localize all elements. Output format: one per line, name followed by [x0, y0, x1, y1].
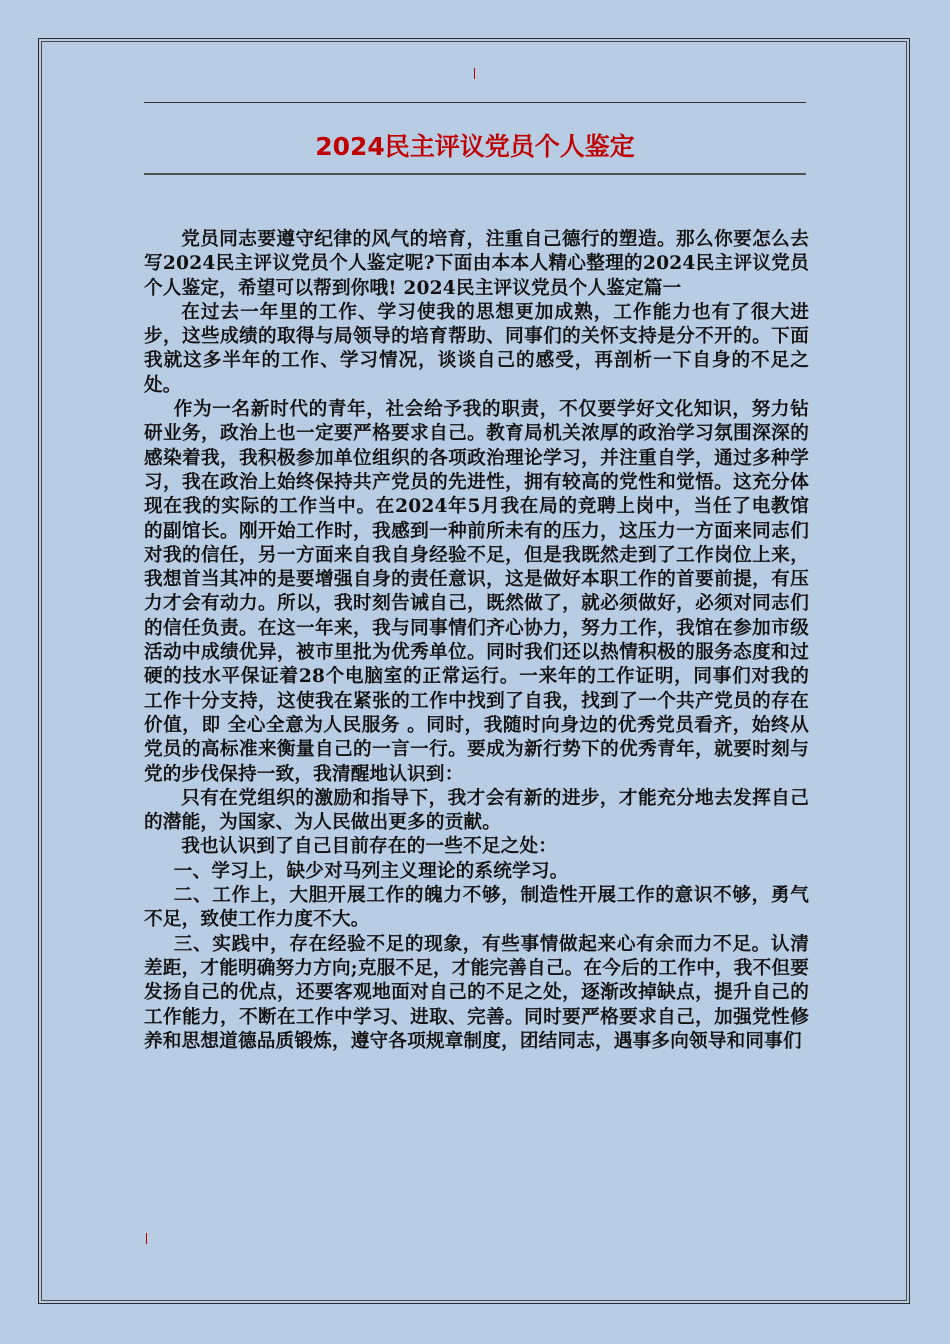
- paragraph-2: 作为一名新时代的青年，社会给予我的职责，不仅要学好文化知识，努力钻研业务，政治上也一定要严格要求自己。教育局机关浓厚的政治学习氛围深深的感染着我，我积极参加单位组织的各项政治理论学习，并注重自学，通过多种学习，我在政治上始终保持共产党员的先进性，拥有较高的党性和觉悟。这充分体现在我的实际的工作当中。在2024年5月我在局的竞聘上岗中，当任了电教馆的副馆长。刚开始工作时，我感到一种前所未有的压力，这压力一方面来同志们对我的信任，另一方面来自我自身经验不足，但是我既然走到了工作岗位上来，我想首当其冲的是要增强自身的责任意识，这是做好本职工作的首要前提，有压力才会有动力。所以，我时刻告诫自己，既然做了，就必须做好，必须对同志们的信任负责。在这一年来，我与同事情们齐心协力，努力工作，我馆在参加市级活动中成绩优异，被市里批为优秀单位。同时我们还以热情积极的服务态度和过硬的技水平保证着28个电脑室的正常运行。一来年的工作证明，同事们对我的工作十分支持，这使我在紧张的工作中找到了自我，找到了一个共产党员的存在价值，即 全心全意为人民服务 。同时，我随时向身边的优秀党员看齐，始终从党员的高标准来衡量自己的一言一行。要成为新行势下的优秀青年，就要时刻与党的步伐保持一致，我清醒地认识到：: [144, 399, 809, 785]
- paragraph-intro: 党员同志要遵守纪律的风气的培育，注重自己德行的塑造。那么你要怎么去写2024民主评议党员个人鉴定呢?下面由本本人精心整理的2024民主评议党员个人鉴定，希望可以帮到你哦! 2024民主评议党员个人鉴定篇一: [144, 229, 809, 299]
- header-mark: [474, 68, 475, 79]
- list-item-2: 二、工作上，大胆开展工作的魄力不够，制造性开展工作的意识不够，勇气不足，致使工作力度不大。: [144, 885, 809, 931]
- footer-mark: [146, 1233, 147, 1244]
- paragraph-1: 在过去一年里的工作、学习使我的思想更加成熟，工作能力也有了很大进步，这些成绩的取得与局领导的培育帮助、同事们的关怀支持是分不开的。下面我就这多半年的工作、学习情况，谈谈自己的感受，再剖析一下自身的不足之处。: [144, 301, 809, 396]
- document-body: [144, 228, 809, 1054]
- header-rule: [144, 102, 806, 103]
- document-title: 2024民主评议党员个人鉴定: [315, 132, 635, 161]
- paragraph-4: 我也认识到了自己目前存在的一些不足之处：: [181, 836, 558, 858]
- paragraph-3: 只有在党组织的激励和指导下，我才会有新的进步，才能充分地去发挥自己的潜能，为国家、为人民做出更多的贡献。: [144, 787, 809, 834]
- list-item-3: 三、实践中，存在经验不足的现象，有些事情做起来心有余而力不足。认清差距，才能明确努力方向;克服不足，才能完善自己。在今后的工作中，我不但要发扬自己的优点，还要客观地面对自己的不足之处，逐渐改掉缺点，提升自己的工作能力，不断在工作中学习、进取、完善。同时要严格要求自己，加强党性修养和思想道德品质锻炼，遵守各项规章制度，团结同志，遇事多向领导和同事们: [144, 933, 809, 1052]
- title-rule: [144, 173, 806, 175]
- list-item-1: 一、学习上，缺少对马列主义理论的系统学习。: [173, 860, 569, 882]
